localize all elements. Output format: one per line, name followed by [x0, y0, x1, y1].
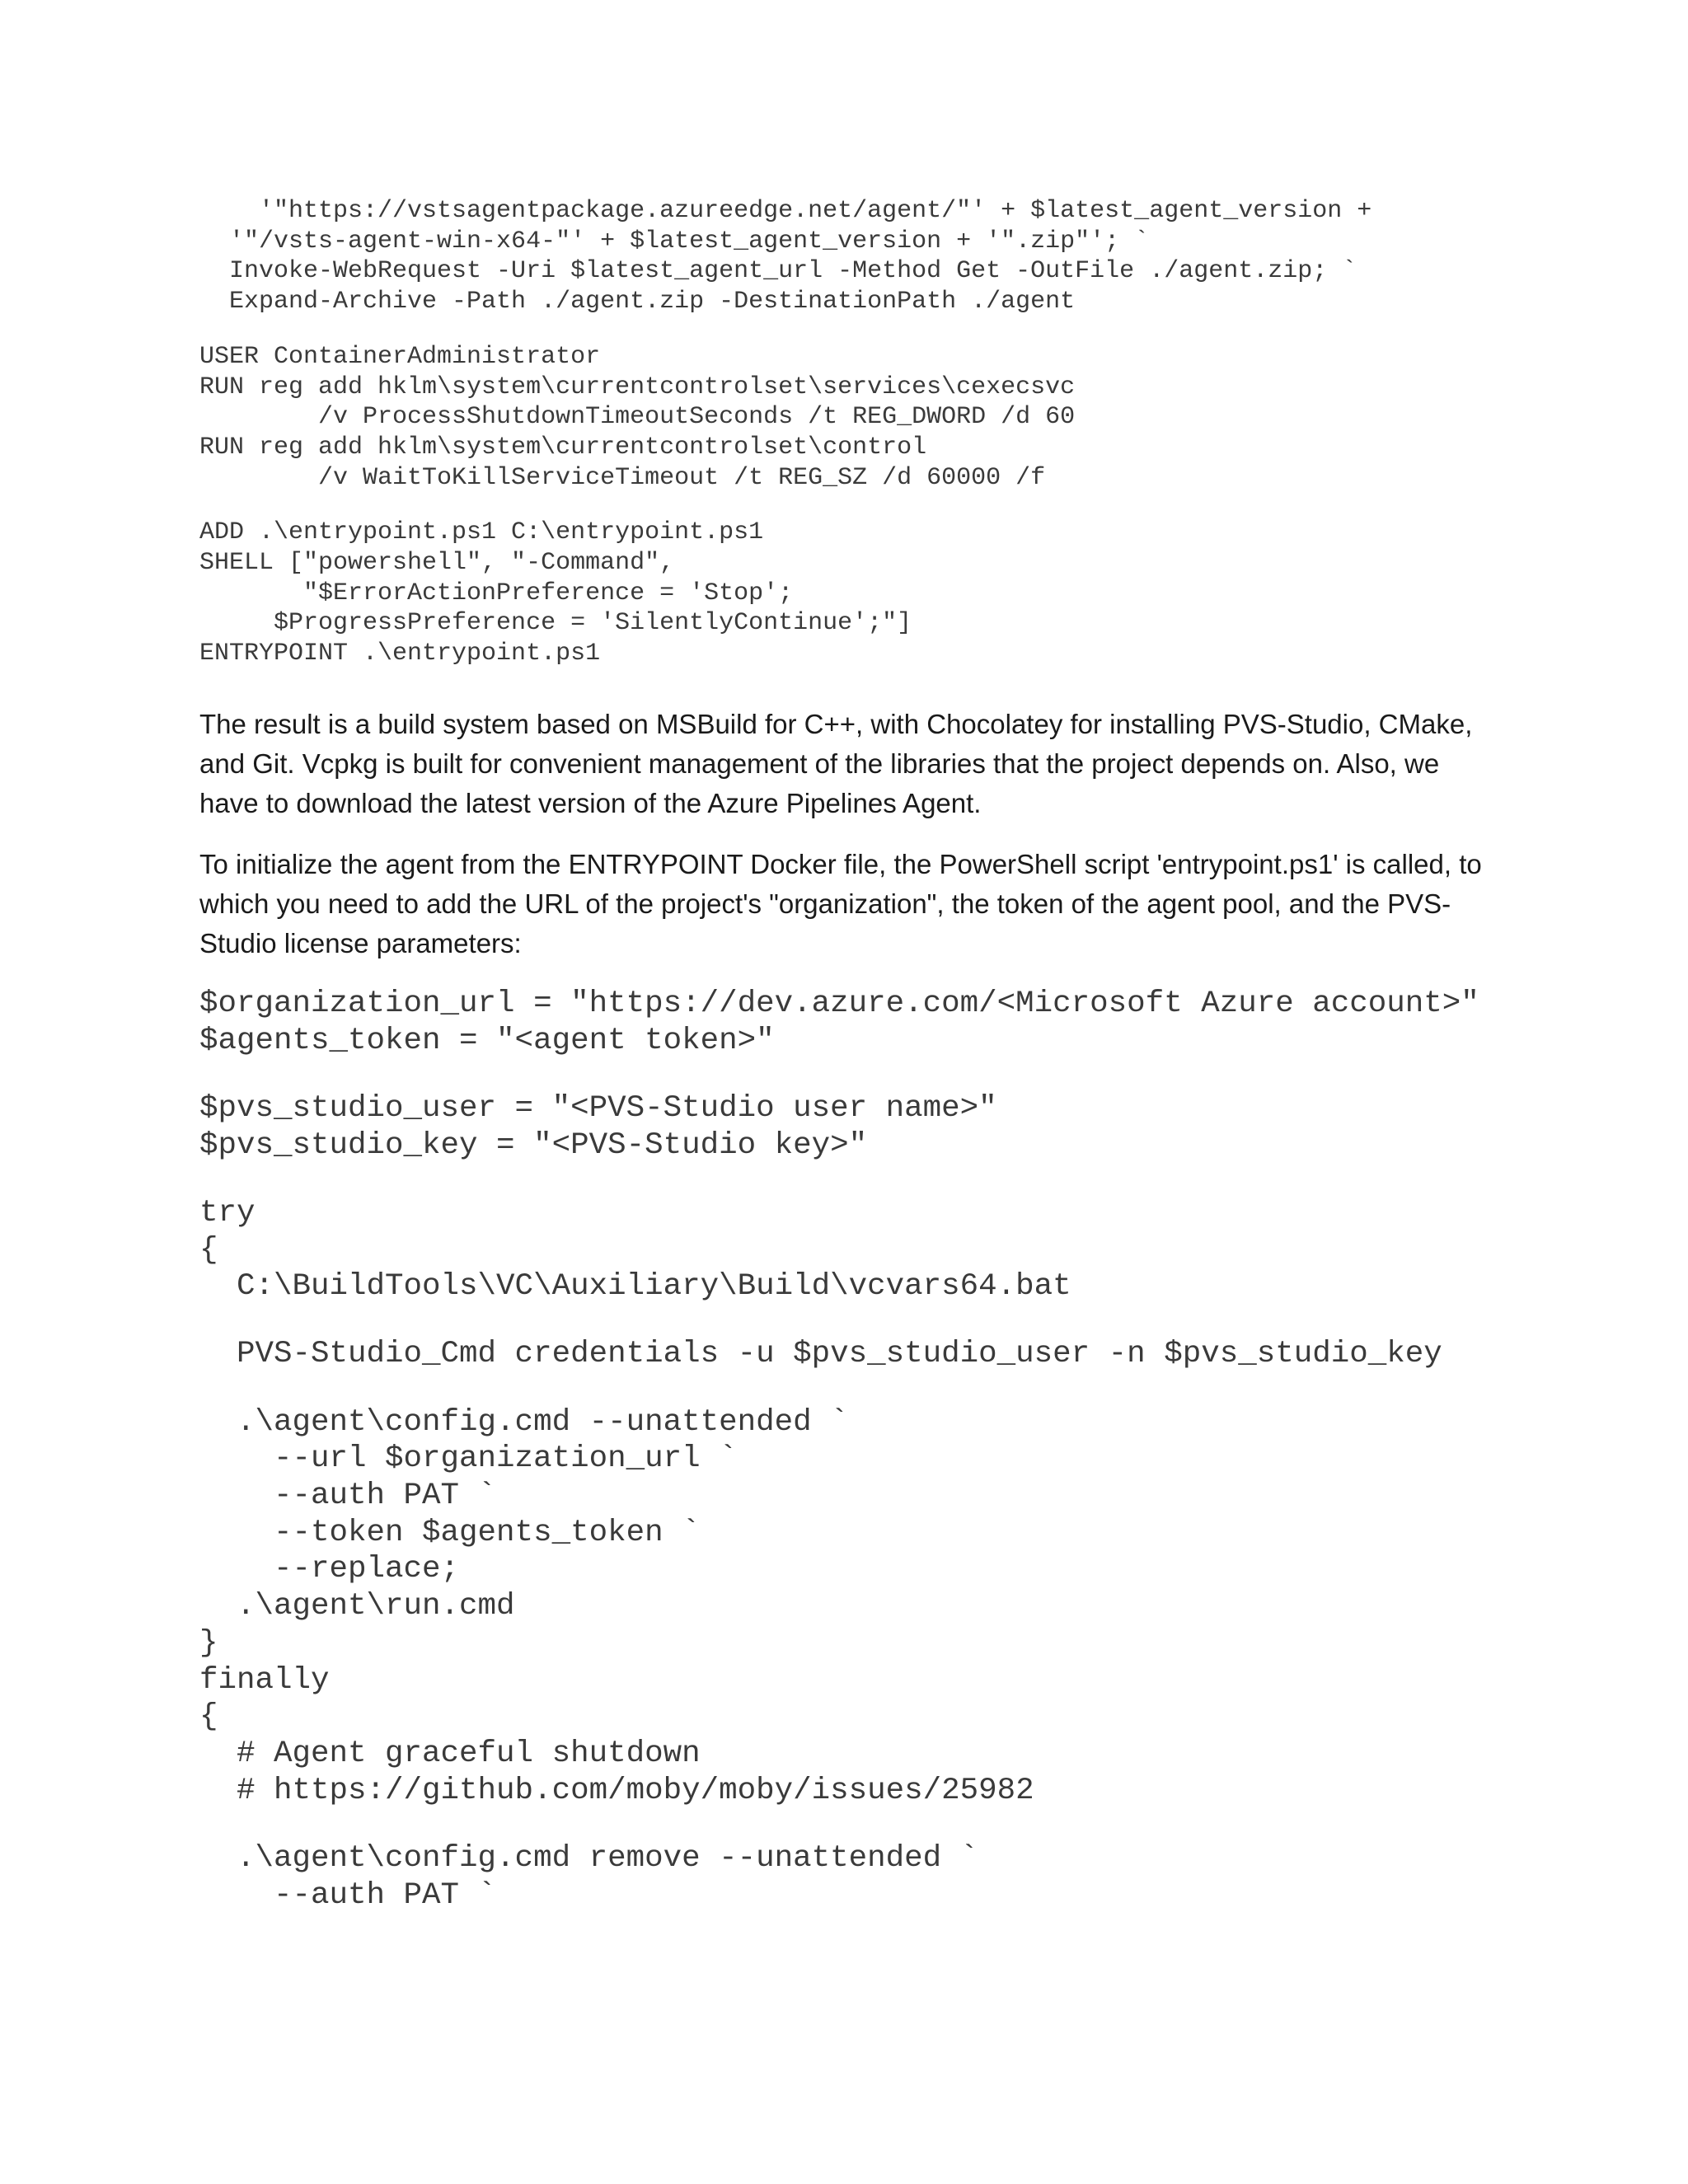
- code-line: .\agent\config.cmd --unattended `: [199, 1404, 849, 1440]
- code-line: --auth PAT `: [199, 1877, 497, 1913]
- code-line: --replace;: [199, 1552, 460, 1587]
- code-line: USER ContainerAdministrator: [199, 342, 601, 371]
- code-line: Expand-Archive -Path ./agent.zip -DestinationPath ./agent: [199, 288, 1076, 316]
- body-paragraph-build-system: The result is a build system based on MSBuild for C++, with Chocolatey for installing PVS-Studio, CMake, and Git. Vcpkg is built for convenient management of the libraries that the project depends on. Also, we have to download the latest version of the Azure Pipelines Agent.: [199, 709, 1473, 818]
- body-paragraph-entrypoint: To initialize the agent from the ENTRYPOINT Docker file, the PowerShell script 'entrypoint.ps1' is called, to which you need to add the URL of the project's "organization", the token of the agent pool, and the PVS-Studio license parameters:: [199, 849, 1482, 958]
- code-line: /v WaitToKillServiceTimeout /t REG_SZ /d 60000 /f: [199, 463, 1046, 492]
- code-line: $ProgressPreference = 'SilentlyContinue';"]: [199, 609, 912, 638]
- code-line: --url $organization_url `: [199, 1441, 738, 1477]
- code-line: [199, 1373, 1479, 1404]
- code-line: --auth PAT `: [199, 1479, 497, 1514]
- code-line: # https://github.com/moby/moby/issues/25982: [199, 1773, 1034, 1808]
- code-line: Invoke-WebRequest -Uri $latest_agent_url -Method Get -OutFile ./agent.zip; `: [199, 257, 1357, 286]
- code-line: $pvs_studio_user = "<PVS-Studio user name>": [199, 1090, 997, 1126]
- code-line: RUN reg add hklm\system\currentcontrolset\control: [199, 433, 927, 462]
- code-line: RUN reg add hklm\system\currentcontrolset\services\cexecsvc: [199, 373, 1076, 401]
- code-line: .\agent\run.cmd: [199, 1589, 515, 1624]
- code-line: }: [199, 1625, 218, 1661]
- code-line: --token $agents_token `: [199, 1515, 701, 1550]
- code-line: $pvs_studio_key = "<PVS-Studio key>": [199, 1127, 868, 1163]
- code-line: [199, 1059, 1479, 1090]
- dockerfile-code-block: [199, 196, 1372, 669]
- code-line: .\agent\config.cmd remove --unattended `: [199, 1840, 979, 1876]
- code-line: {: [199, 1699, 218, 1735]
- code-line: '"https://vstsagentpackage.azureedge.net/agent/"' + $latest_agent_version +: [199, 197, 1372, 225]
- code-line: '"/vsts-agent-win-x64-"' + $latest_agent_version + '".zip"'; `: [199, 227, 1150, 255]
- code-line: try: [199, 1195, 256, 1230]
- code-line: ADD .\entrypoint.ps1 C:\entrypoint.ps1: [199, 518, 764, 547]
- code-line: finally: [199, 1662, 330, 1698]
- code-line: [199, 1305, 1479, 1337]
- code-line: SHELL ["powershell", "-Command",: [199, 549, 675, 578]
- code-line: $agents_token = "<agent token>": [199, 1023, 775, 1058]
- code-line: /v ProcessShutdownTimeoutSeconds /t REG_DWORD /d 60: [199, 403, 1076, 432]
- code-line: C:\BuildTools\VC\Auxiliary\Build\vcvars64.bat: [199, 1269, 1071, 1305]
- code-line: ENTRYPOINT .\entrypoint.ps1: [199, 640, 601, 668]
- code-line: [199, 1809, 1479, 1840]
- code-line: [199, 1164, 1479, 1195]
- code-line: $organization_url = "https://dev.azure.com/<Microsoft Azure account>": [199, 987, 1479, 1021]
- entrypoint-script-code-block: [199, 986, 1479, 1914]
- code-line: PVS-Studio_Cmd credentials -u $pvs_studio_user -n $pvs_studio_key: [199, 1337, 1442, 1372]
- code-line: # Agent graceful shutdown: [199, 1736, 701, 1771]
- code-line: "$ErrorActionPreference = 'Stop';: [199, 579, 794, 607]
- code-line: {: [199, 1232, 218, 1268]
- code-line: [199, 317, 1372, 342]
- code-line: [199, 493, 1372, 518]
